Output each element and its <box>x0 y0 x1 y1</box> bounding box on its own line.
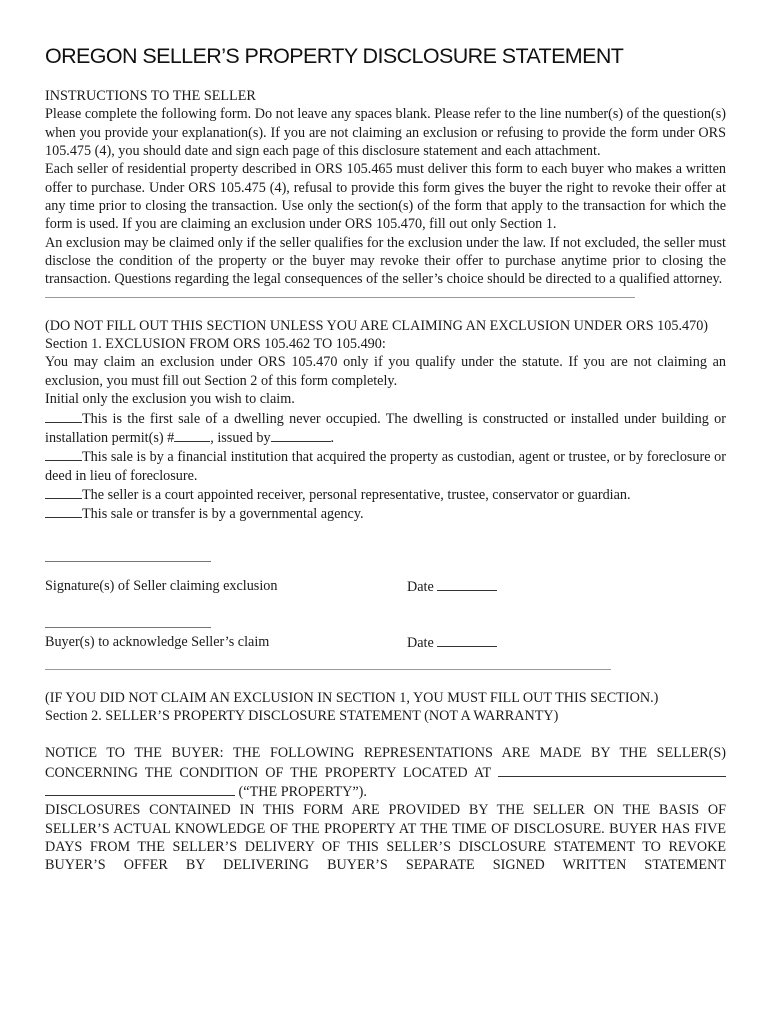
exclusion-option-financial-institution: This sale is by a financial institution that acquired the property as custodian, agent or trustee, or by foreclosure or deed in lieu of foreclosure. <box>45 449 726 484</box>
seller-date: Date <box>407 577 497 596</box>
buyer-notice-continued: (“THE PROPERTY”). <box>45 782 726 801</box>
initial-blank-financial-institution[interactable] <box>45 447 82 461</box>
issued-by-blank[interactable] <box>271 428 331 442</box>
instructions-heading: INSTRUCTIONS TO THE SELLER <box>45 88 256 104</box>
section1-notice: (DO NOT FILL OUT THIS SECTION UNLESS YOU ARE CLAIMING AN EXCLUSION UNDER ORS 105.470) <box>45 317 709 334</box>
exclusion-option-first-sale: This is the first sale of a dwelling never occupied. The dwelling is constructed or installed under building or installation permit(s) # , issued by . <box>45 410 726 446</box>
seller-signature-label: Signature(s) of Seller claiming exclusion <box>45 577 278 594</box>
section2-heading: Section 2. SELLER’S PROPERTY DISCLOSURE STATEMENT (NOT A WARRANTY) <box>45 707 559 724</box>
buyer-signature-row <box>45 633 726 651</box>
seller-signature-row <box>45 577 726 595</box>
section1-heading: Section 1. EXCLUSION FROM ORS 105.462 TO 105.490: <box>45 336 386 353</box>
property-address-blank-2[interactable] <box>45 782 235 796</box>
exclusion-option-court-appointed: The seller is a court appointed receiver, personal representative, trustee, conservator or guardian. <box>45 485 726 504</box>
exclusion-option-government-agency: This sale or transfer is by a governmental agency. <box>45 504 726 523</box>
instructions-paragraph-1: Please complete the following form. Do not leave any spaces blank. Please refer to the line number(s) of the question(s) when you provide your explanation(s). If you are not claiming an exclusion or refusing to provide the form under ORS 105.475 (4), you should date and sign each page of this disclosure statement and each attachment. <box>45 106 726 160</box>
property-address-blank[interactable] <box>498 763 726 777</box>
form-body <box>45 87 726 875</box>
buyer-date: Date <box>407 633 497 652</box>
buyer-notice: NOTICE TO THE BUYER: THE FOLLOWING REPRESENTATIONS ARE MADE BY THE SELLER(S) CONCERNING THE CONDITION OF THE PROPERTY LOCATED AT <box>45 745 726 781</box>
section2-notice: (IF YOU DID NOT CLAIM AN EXCLUSION IN SECTION 1, YOU MUST FILL OUT THIS SECTION.) <box>45 689 659 706</box>
section1-initial-instruction: Initial only the exclusion you wish to claim. <box>45 391 295 408</box>
initial-blank-government-agency[interactable] <box>45 504 82 518</box>
initial-blank-court-appointed[interactable] <box>45 485 82 499</box>
disclosures-paragraph: DISCLOSURES CONTAINED IN THIS FORM ARE PROVIDED BY THE SELLER ON THE BASIS OF SELLER’S ACTUAL KNOWLEDGE OF THE PROPERTY AT THE TIME OF DISCLOSURE. BUYER HAS FIVE DAYS FROM THE SELLER’S DELIVERY OF THIS SELLER’S DISCLOSURE STATEMENT TO REVOKE BUYER’S OFFER BY DELIVERING BUYER’S SEPARATE SIGNED WRITTEN STATEMENT <box>45 802 726 874</box>
form-title: OREGON SELLER’S PROPERTY DISCLOSURE STATEMENT <box>45 44 624 68</box>
instructions-paragraph-3: An exclusion may be claimed only if the seller qualifies for the exclusion under the law. If not excluded, the seller must disclose the condition of the property or the buyer may revoke their offer to purchase anytime prior to closing the transaction. Questions regarding the legal consequences of the seller’s choice should be directed to a qualified attorney. <box>45 234 726 288</box>
initial-blank-first-sale[interactable] <box>45 409 82 423</box>
buyer-signature-label: Buyer(s) to acknowledge Seller’s claim <box>45 633 270 650</box>
buyer-date-blank[interactable] <box>437 633 497 647</box>
seller-date-blank[interactable] <box>437 577 497 591</box>
section1-intro: You may claim an exclusion under ORS 105.470 only if you qualify under the statute. If you are not claiming an exclusion, you must fill out Section 2 of this form completely. <box>45 354 726 389</box>
permit-number-blank[interactable] <box>174 428 210 442</box>
instructions-paragraph-2: Each seller of residential property described in ORS 105.465 must deliver this form to each buyer who makes a written offer to purchase. Under ORS 105.475 (4), refusal to provide this form gives the buyer the right to revoke their offer at any time prior to closing the transaction. Use only the section(s) of the form that apply to the transaction for which the form is used. If you are claiming an exclusion under ORS 105.470, fill out only Section 1. <box>45 161 726 233</box>
